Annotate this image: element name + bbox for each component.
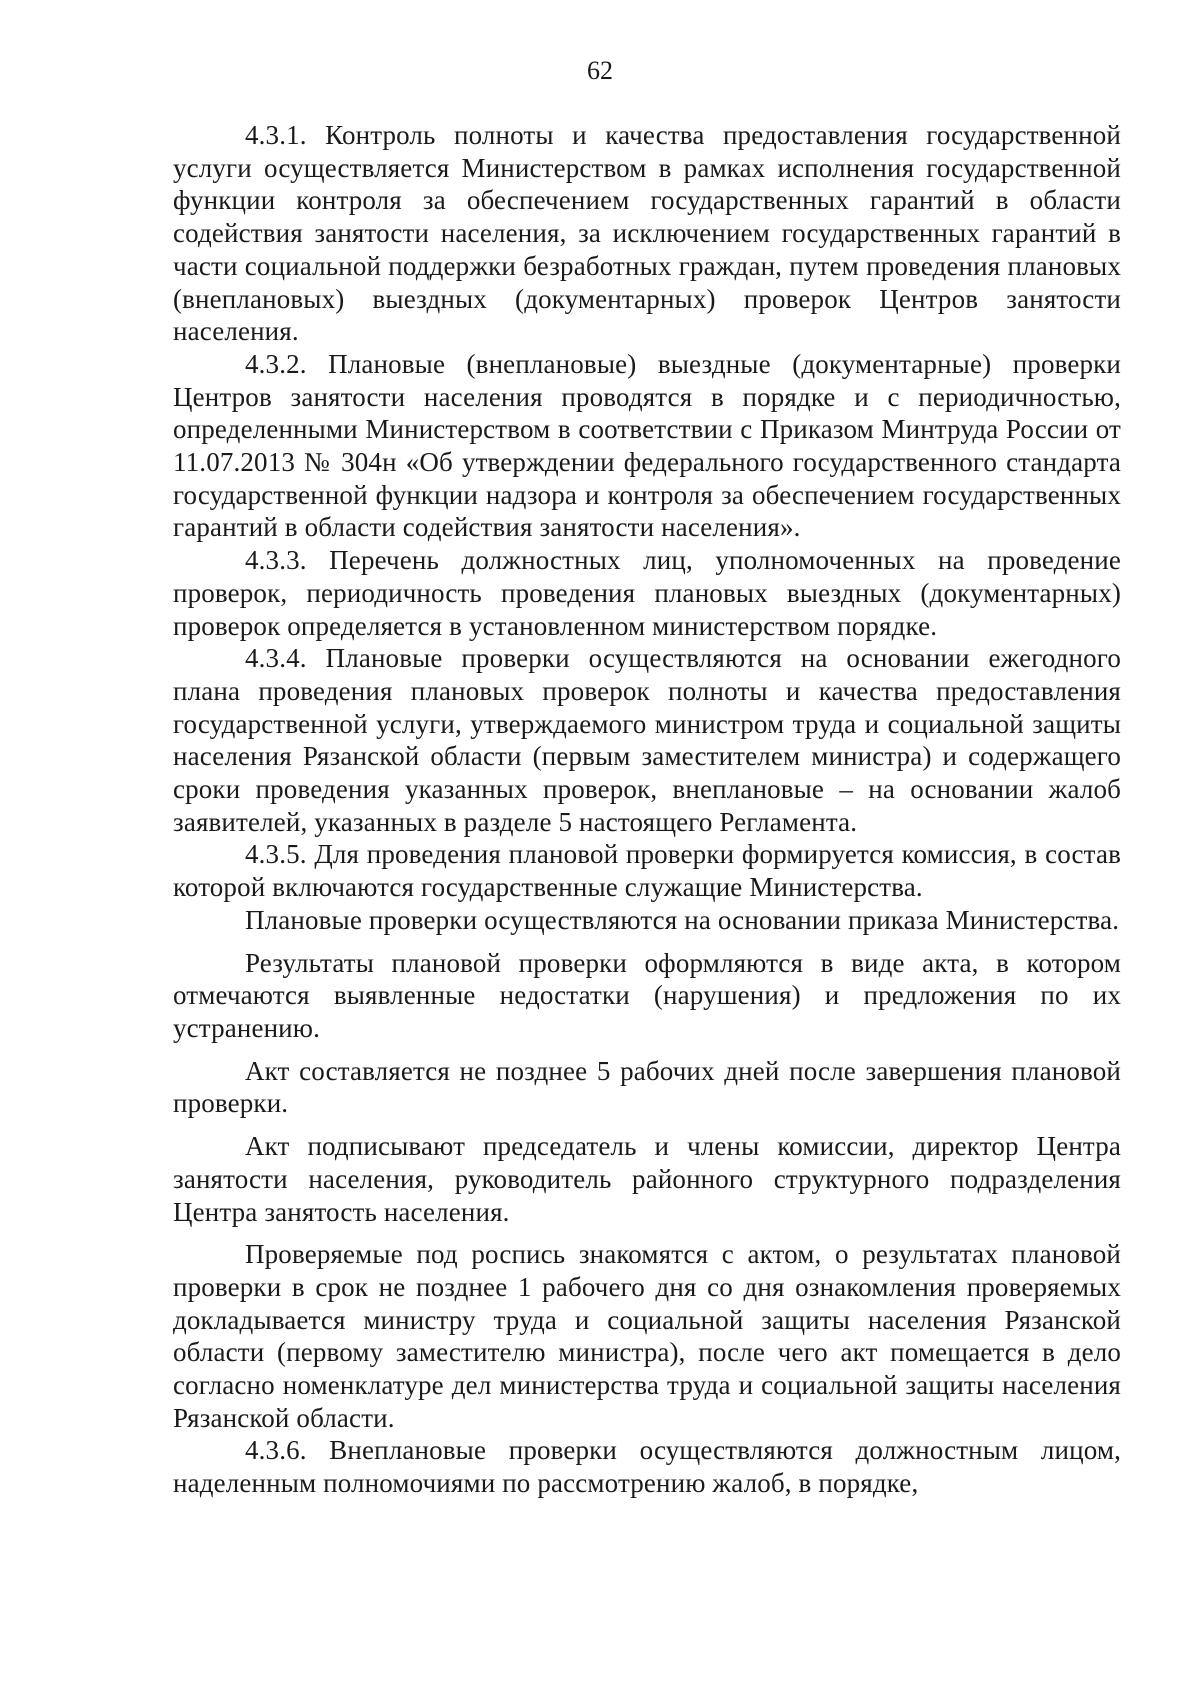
paragraph-4-3-2: 4.3.2. Плановые (внеплановые) выездные (документарные) проверки Центров занятости населения проводятся в порядке и с периодичностью, определенными Министерством в соответствии с Приказом Минтруда России от 11.07.2013 № 304н «Об утверждении федерального государственного стандарта государственной функции надзора и контроля за обеспечением государственных гарантий в области содействия занятости населения». bbox=[173, 348, 1121, 543]
paragraph-act-signatories: Акт подписывают председатель и члены комиссии, директор Центра занятости населения, руководитель районного структурного подразделения Центра занятость населения. bbox=[173, 1131, 1121, 1227]
page-number: 62 bbox=[587, 56, 613, 85]
paragraph-4-3-4: 4.3.4. Плановые проверки осуществляются на основании ежегодного плана проведения плановых проверок полноты и качества предоставления государственной услуги, утверждаемого министром труда и социальной защиты населения Рязанской области (первым заместителем министра) и содержащего сроки проведения указанных проверок, внеплановые – на основании жалоб заявителей, указанных в разделе 5 настоящего Регламента. bbox=[173, 643, 1121, 837]
document-body bbox=[173, 119, 1121, 1500]
paragraph-act-familiarization: Проверяемые под роспись знакомятся с актом, о результатах плановой проверки в срок не позднее 1 рабочего дня со дня ознакомления проверяемых докладывается министру труда и социальной защиты населения Рязанской области (первому заместителю министра), после чего акт помещается в дело согласно номенклатуре дел министерства труда и социальной защиты населения Рязанской области. bbox=[173, 1239, 1121, 1433]
paragraph-planned-checks-order: Плановые проверки осуществляются на основании приказа Министерства. bbox=[245, 904, 1120, 935]
paragraph-4-3-5: 4.3.5. Для проведения плановой проверки формируется комиссия, в состав которой включаются государственные служащие Министерства. bbox=[173, 839, 1121, 903]
paragraph-4-3-6: 4.3.6. Внеплановые проверки осуществляются должностным лицом, наделенным полномочиями по рассмотрению жалоб, в порядке, bbox=[173, 1435, 1121, 1499]
paragraph-4-3-1: 4.3.1. Контроль полноты и качества предоставления государственной услуги осуществляется Министерством в рамках исполнения государственной функции контроля за обеспечением государственных гарантий в области содействия занятости населения, за исключением государственных гарантий в части социальной поддержки безработных граждан, путем проведения плановых (внеплановых) выездных (документарных) проверок Центров занятости населения. bbox=[173, 120, 1121, 347]
paragraph-4-3-3: 4.3.3. Перечень должностных лиц, уполномоченных на проведение проверок, периодичность проведения плановых выездных (документарных) проверок определяется в установленном министерством порядке. bbox=[173, 545, 1121, 641]
paragraph-act-deadline: Акт составляется не позднее 5 рабочих дней после завершения плановой проверки. bbox=[173, 1055, 1121, 1119]
paragraph-check-results: Результаты плановой проверки оформляются в виде акта, в котором отмечаются выявленные недостатки (нарушения) и предложения по их устранению. bbox=[173, 947, 1121, 1043]
